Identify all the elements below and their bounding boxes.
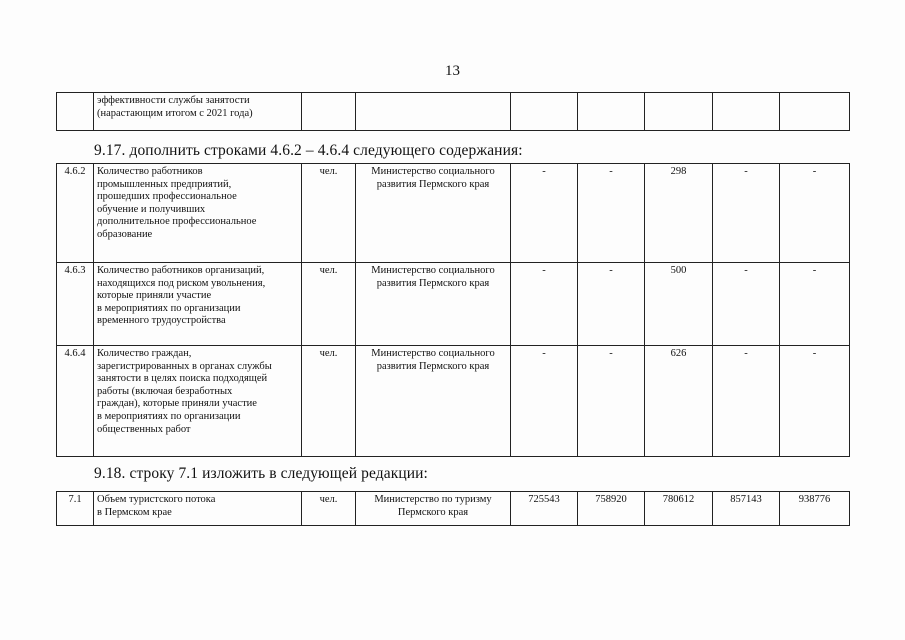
section-heading-917: 9.17. дополнить строками 4.6.2 – 4.6.4 следующего содержания: [94, 142, 523, 159]
responsible: Министерство социального развития Пермского края [356, 263, 511, 346]
value-cell [645, 93, 713, 131]
value-cell: 758920 [578, 492, 645, 526]
responsible [356, 93, 511, 131]
value-cell: 725543 [511, 492, 578, 526]
unit: чел. [302, 164, 356, 263]
value-cell: - [578, 164, 645, 263]
value-cell: - [713, 346, 780, 457]
value-cell: 938776 [780, 492, 850, 526]
responsible: Министерство социального развития Пермского края [356, 164, 511, 263]
value-cell: - [511, 346, 578, 457]
value-cell: 857143 [713, 492, 780, 526]
unit: чел. [302, 346, 356, 457]
table-row [57, 93, 850, 131]
row-number: 7.1 [57, 492, 94, 526]
responsible: Министерство социального развития Пермского края [356, 346, 511, 457]
table-continued [56, 92, 850, 131]
table-row [57, 346, 850, 457]
value-cell [780, 93, 850, 131]
table-918 [56, 491, 850, 526]
table-row [57, 492, 850, 526]
indicator-name: Количество работников промышленных предприятий, прошедших профессиональное обучение и получивших дополнительное профессиональное образование [94, 164, 302, 263]
value-cell [511, 93, 578, 131]
value-cell: - [780, 263, 850, 346]
row-number: 4.6.3 [57, 263, 94, 346]
value-cell: - [511, 263, 578, 346]
value-cell: - [578, 263, 645, 346]
indicator-name: Объем туристского потока в Пермском крае [94, 492, 302, 526]
section-heading-918: 9.18. строку 7.1 изложить в следующей редакции: [94, 465, 428, 482]
value-cell: 500 [645, 263, 713, 346]
value-cell: 626 [645, 346, 713, 457]
indicator-name: Количество граждан, зарегистрированных в органах службы занятости в целях поиска подходящей работы (включая безработных граждан), которые приняли участие в мероприятиях по организации общественных работ [94, 346, 302, 457]
unit: чел. [302, 263, 356, 346]
table-row [57, 164, 850, 263]
value-cell: - [511, 164, 578, 263]
unit [302, 93, 356, 131]
value-cell [713, 93, 780, 131]
table-row [57, 263, 850, 346]
value-cell [578, 93, 645, 131]
unit: чел. [302, 492, 356, 526]
page-number: 13 [445, 63, 460, 79]
value-cell: 780612 [645, 492, 713, 526]
indicator-name: Количество работников организаций, находящихся под риском увольнения, которые приняли участие в мероприятиях по организации временного трудоустройства [94, 263, 302, 346]
indicator-name: эффективности службы занятости (нарастающим итогом с 2021 года) [94, 93, 302, 131]
value-cell: 298 [645, 164, 713, 263]
value-cell: - [713, 164, 780, 263]
row-number: 4.6.4 [57, 346, 94, 457]
responsible: Министерство по туризму Пермского края [356, 492, 511, 526]
row-number [57, 93, 94, 131]
value-cell: - [578, 346, 645, 457]
table-917 [56, 163, 850, 457]
row-number: 4.6.2 [57, 164, 94, 263]
value-cell: - [713, 263, 780, 346]
value-cell: - [780, 346, 850, 457]
value-cell: - [780, 164, 850, 263]
